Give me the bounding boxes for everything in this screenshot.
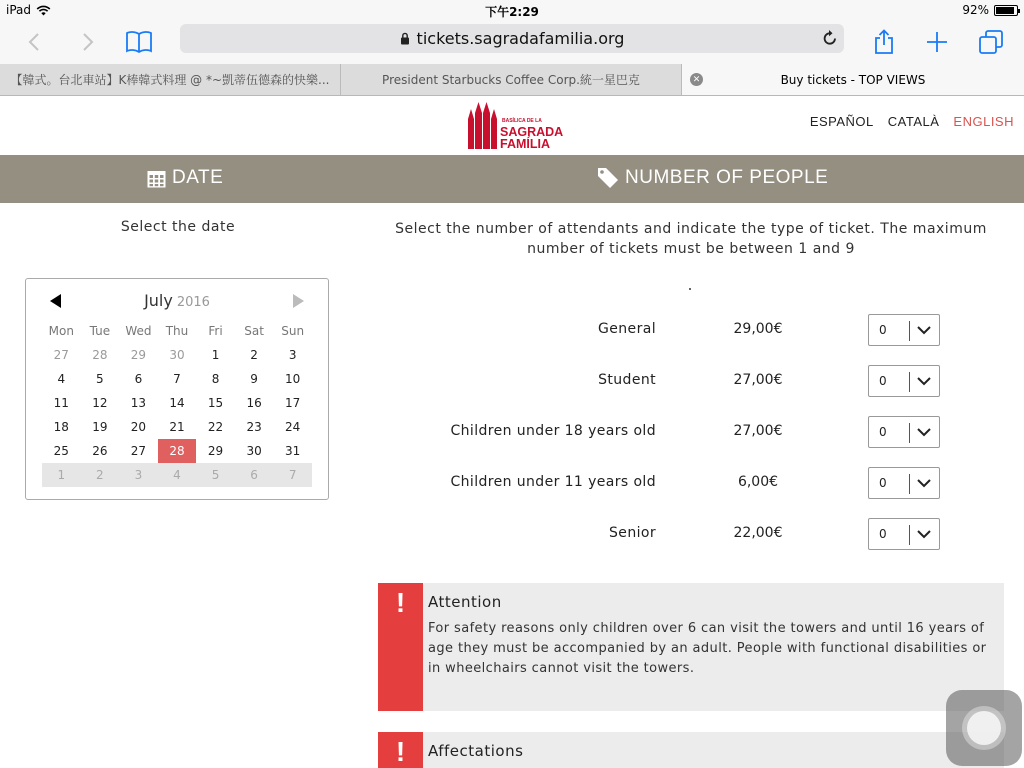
ticket-icon [597,167,619,189]
bookmarks-button[interactable] [121,24,157,60]
weekday-label: Sun [281,324,305,338]
weekday-label: Fri [208,324,223,338]
logo-line1: SAGRADA [500,125,564,139]
calendar-day[interactable]: 30 [246,444,262,458]
ticket-type: General [598,321,656,337]
calendar-day[interactable]: 16 [246,396,262,410]
notice-title: Affectations [428,742,524,760]
calendar-day[interactable]: 6 [134,372,143,386]
book-icon [125,30,153,54]
calendar-day-selected[interactable]: 28 [158,439,197,463]
calendar-day[interactable]: 8 [211,372,220,386]
quantity-value: 0 [879,425,887,439]
calendar-day: 30 [169,348,185,362]
calendar [25,278,329,500]
calendar-day[interactable]: 31 [285,444,301,458]
ticket-row [378,314,1004,346]
assistive-touch-icon [962,706,1006,750]
calendar-week [42,415,312,439]
lang-espanol[interactable]: ESPAÑOL [809,114,874,129]
calendar-day[interactable]: 18 [53,420,69,434]
next-month-icon[interactable] [293,294,304,308]
select-divider [909,525,910,545]
alert-bar [378,732,423,768]
calendar-day[interactable]: 14 [169,396,185,410]
step-bar [0,155,1024,203]
ticket-row [378,467,1004,499]
step-date-label: DATE [172,167,224,188]
notice-attention [378,583,1004,711]
exclamation-icon: ! [395,587,406,618]
address-bar[interactable] [180,24,844,53]
separator-dot [689,288,691,290]
sagrada-familia-logo[interactable] [466,101,564,151]
calendar-grid [42,319,312,487]
weekday-label: Thu [165,324,189,338]
logo-line2: FAMÍLIA [500,137,550,151]
chevron-down-icon [916,322,932,338]
quantity-value: 0 [879,476,887,490]
tab-starbucks[interactable] [341,64,682,95]
ticket-price: 22,00€ [733,525,783,541]
weekday-label: Mon [48,324,74,338]
reload-icon[interactable] [822,29,838,47]
calendar-day[interactable]: 17 [285,396,301,410]
tab-buy-tickets[interactable] [682,64,1024,95]
calendar-day[interactable]: 12 [92,396,108,410]
close-tab-icon[interactable]: ✕ [690,73,703,86]
chevron-down-icon [916,475,932,491]
quantity-select[interactable] [868,518,940,550]
tab-strip [0,64,1024,96]
lock-icon [400,32,410,45]
calendar-day: 3 [134,468,143,482]
calendar-week [42,439,312,463]
ticket-instructions: Select the number of attendants and indicate the type of ticket. The maximum number of tickets must be between 1 and 9 [395,221,987,257]
calendar-day[interactable]: 20 [130,420,147,434]
ticket-type: Children under 11 years old [450,474,656,490]
ticket-row [378,365,1004,397]
calendar-year: 2016 [176,295,210,310]
calendar-icon [147,169,166,188]
ticket-row [378,518,1004,550]
calendar-day: 1 [57,468,66,482]
calendar-header [26,291,328,313]
select-divider [909,372,910,392]
calendar-day: 7 [288,468,297,482]
battery-percent: 92% [962,3,989,17]
calendar-title [26,291,328,310]
weekday-label: Tue [89,324,111,338]
language-selector [810,114,1014,129]
share-button[interactable] [866,24,902,60]
quantity-select[interactable] [868,467,940,499]
chevron-left-icon [28,32,40,52]
tab-label: President Starbucks Coffee Corp.統一星巴克 [382,73,640,87]
calendar-day[interactable]: 15 [207,396,224,410]
logo-small-text: BASÍLICA DE LA [502,118,542,124]
weekday-label: Wed [125,324,152,338]
calendar-day[interactable]: 10 [285,372,301,386]
share-icon [873,29,895,55]
weekday-label: Sat [244,324,264,338]
calendar-day: 5 [211,468,220,482]
lang-english[interactable]: ENGLISH [953,114,1014,129]
tab-label: Buy tickets - TOP VIEWS [780,72,926,87]
calendar-month: July [144,291,173,310]
tab-label: 【韓式。台北車站】K棒韓式料理 @ *~凱蒂伍德森的快樂... [10,73,330,87]
quantity-select[interactable] [868,314,940,346]
assistive-touch-button[interactable] [946,690,1022,766]
calendar-day: 4 [173,468,181,482]
calendar-day[interactable]: 5 [96,372,104,386]
calendar-day[interactable]: 9 [250,372,258,386]
calendar-day: 27 [53,348,69,362]
step-date[interactable] [147,167,223,189]
tab-korean-restaurant[interactable] [0,64,341,95]
tabs-icon [978,29,1004,55]
calendar-day[interactable]: 11 [53,396,69,410]
basilica-towers-icon [466,101,564,151]
clock: 下午2:29 [485,5,539,19]
calendar-day: 2 [96,468,104,482]
chevron-down-icon [916,373,932,389]
calendar-day[interactable]: 23 [246,420,262,434]
calendar-week [42,463,312,487]
back-button[interactable] [16,24,52,60]
ticket-type: Senior [609,525,656,541]
browser-toolbar [0,20,1024,64]
quantity-value: 0 [879,527,887,541]
calendar-day[interactable]: 24 [285,420,301,434]
chevron-down-icon [916,424,932,440]
notice-affectations [378,732,1004,768]
calendar-day[interactable]: 2 [250,348,258,362]
calendar-day[interactable]: 26 [92,444,108,458]
device-name: iPad [6,3,32,17]
notice-body: For safety reasons only children over 6 can visit the towers and until 16 years of age they must be accompanied by an adult. People with functional disabilities or in wheelchairs cannot visit the towers. [428,621,987,676]
calendar-day[interactable]: 4 [57,372,66,386]
select-date-heading: Select the date [120,219,236,235]
calendar-day[interactable]: 25 [53,444,69,458]
tabs-overview-button[interactable] [973,24,1009,60]
weekday-header-row [42,319,312,343]
plus-icon [926,31,948,53]
calendar-day[interactable]: 22 [207,420,224,434]
calendar-day[interactable]: 7 [173,372,181,386]
step-number-of-people[interactable] [597,167,828,189]
new-tab-button[interactable] [919,24,955,60]
calendar-day[interactable]: 19 [92,420,108,434]
lang-catala[interactable]: CATALÀ [887,114,940,129]
calendar-week [42,343,312,367]
ticket-price: 27,00€ [733,372,783,388]
ticket-type: Student [598,372,656,388]
chevron-right-icon [82,32,94,52]
calendar-day[interactable]: 1 [211,348,220,362]
alert-bar [378,583,423,711]
calendar-day[interactable]: 21 [169,420,185,434]
quantity-value: 0 [879,374,887,388]
quantity-select[interactable] [868,365,940,397]
url-text: tickets.sagradafamilia.org [416,29,625,48]
status-bar [0,0,1024,20]
step-people-label: NUMBER OF PEOPLE [625,167,829,188]
ticket-price: 6,00€ [737,474,779,490]
calendar-day: 28 [92,348,108,362]
calendar-day: 6 [250,468,258,482]
notice-title: Attention [428,593,502,611]
battery-icon [994,5,1018,16]
calendar-day: 29 [130,348,147,362]
calendar-day[interactable]: 13 [130,396,147,410]
calendar-week [42,391,312,415]
ticket-type: Children under 18 years old [450,423,656,439]
chevron-down-icon [916,526,932,542]
ticket-row [378,416,1004,448]
exclamation-icon: ! [395,736,406,767]
select-divider [909,474,910,494]
calendar-week [42,367,312,391]
ticket-price: 27,00€ [733,423,783,439]
site-header [0,97,1024,155]
calendar-day[interactable]: 27 [130,444,147,458]
calendar-day[interactable]: 3 [288,348,297,362]
forward-button[interactable] [70,24,106,60]
quantity-select[interactable] [868,416,940,448]
select-divider [909,321,910,341]
quantity-value: 0 [879,323,887,337]
ticket-price: 29,00€ [733,321,783,337]
calendar-day[interactable]: 29 [207,444,224,458]
select-divider [909,423,910,443]
